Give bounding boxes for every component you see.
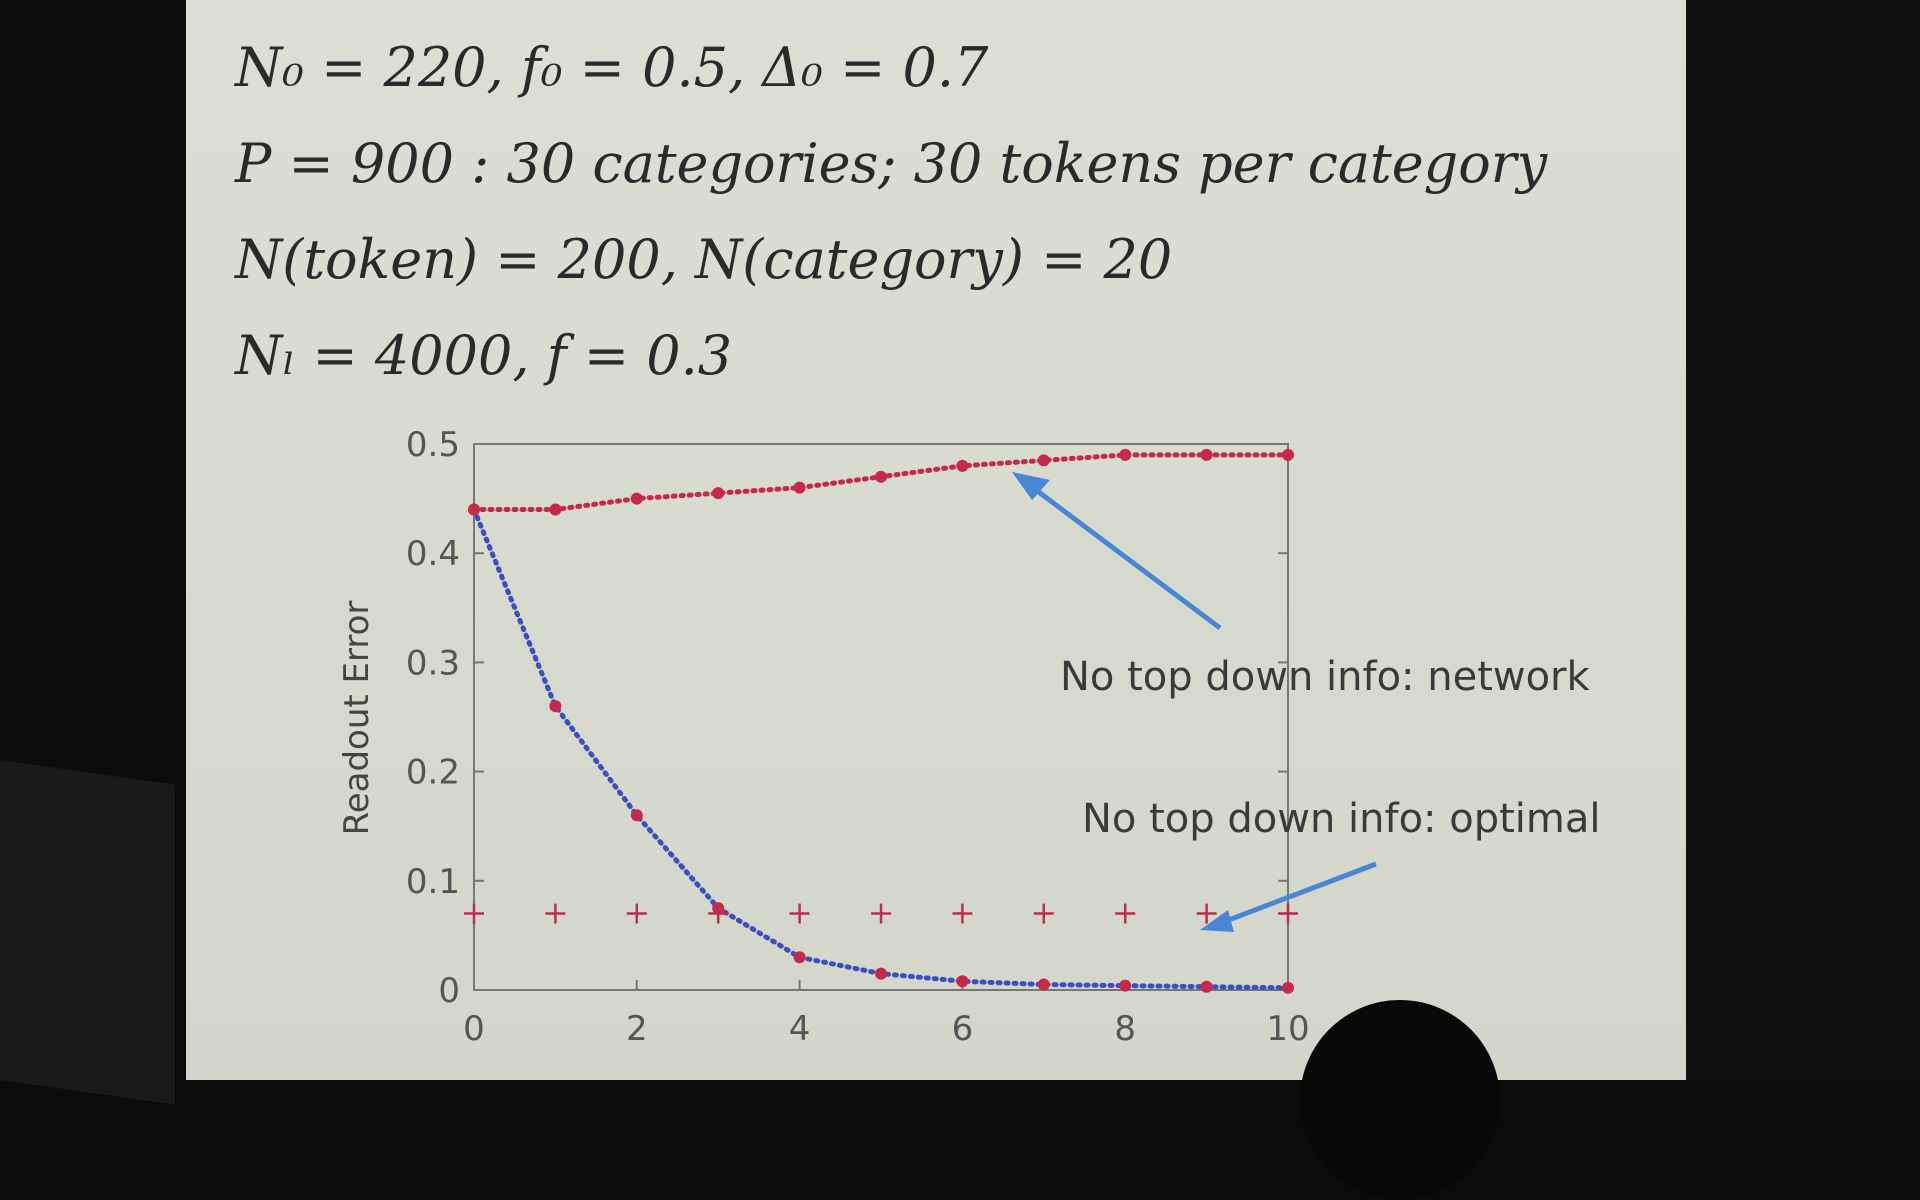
data-point: [1119, 449, 1131, 461]
data-point: [1119, 980, 1131, 992]
data-point: [794, 951, 806, 963]
lectern-silhouette: [0, 760, 175, 1105]
x-tick-label: 4: [788, 1009, 811, 1049]
x-tick-label: 8: [1114, 1009, 1137, 1049]
arrow-network-shaft: [1028, 484, 1220, 628]
annotation-network: [1012, 472, 1591, 700]
optimal-plus-marker: [708, 904, 728, 924]
optimal-plus-marker: [464, 904, 484, 924]
equation-line-4: Nₗ = 4000, f = 0.3: [235, 324, 733, 387]
data-point: [549, 700, 561, 712]
audience-head-silhouette: [1300, 1000, 1500, 1200]
data-point: [549, 504, 561, 516]
x-tick-label: 2: [625, 1009, 648, 1049]
data-point: [1038, 454, 1050, 466]
y-tick-label: 0.2: [405, 752, 460, 793]
data-point: [956, 460, 968, 472]
equation-block: [235, 20, 1585, 404]
y-tick-label: 0.4: [405, 534, 460, 575]
optimal-plus-marker: [790, 904, 810, 924]
data-point: [631, 809, 643, 821]
data-point: [1201, 981, 1213, 993]
annotation-optimal-label: No top down info: optimal: [1082, 796, 1601, 842]
optimal-plus-marker: [545, 904, 565, 924]
optimal-plus-marker: [1034, 904, 1054, 924]
series-0: [468, 449, 1294, 516]
data-point: [1201, 449, 1213, 461]
equation-line-1: N₀ = 220, f₀ = 0.5, Δ₀ = 0.7: [235, 36, 989, 99]
screen-edge-shadow: [1686, 0, 1920, 1080]
annotation-network-label: No top down info: network: [1060, 654, 1590, 700]
x-tick-label: 6: [951, 1009, 974, 1049]
data-point: [1282, 449, 1294, 461]
data-point: [956, 975, 968, 987]
optimal-plus-marker: [871, 904, 891, 924]
y-tick-label: 0: [438, 971, 460, 1011]
data-point: [631, 493, 643, 505]
optimal-plus-marker: [627, 904, 647, 924]
x-tick-label: 0: [463, 1009, 485, 1049]
optimal-plus-marker: [1278, 904, 1298, 924]
y-tick-label: 0.1: [405, 861, 460, 902]
x-tick-label: 10: [1266, 1009, 1310, 1049]
data-point: [712, 487, 724, 499]
y-tick-label: 0.5: [405, 425, 460, 465]
readout-error-chart: [320, 400, 1720, 1080]
annotation-optimal: [1082, 796, 1600, 932]
y-axis-label: Readout Error: [337, 600, 377, 836]
equation-line-3: N(token) = 200, N(category) = 20: [235, 228, 1173, 291]
data-point: [1038, 979, 1050, 991]
data-point: [468, 504, 480, 516]
optimal-plus-marker: [1115, 904, 1135, 924]
data-point: [875, 471, 887, 483]
data-point: [1282, 982, 1294, 994]
series-2: [464, 904, 1298, 924]
optimal-plus-marker: [952, 904, 972, 924]
equation-line-2: P = 900 : 30 categories; 30 tokens per category: [235, 132, 1548, 195]
y-tick-label: 0.3: [405, 643, 460, 684]
chart-svg: [320, 400, 1720, 1080]
arrow-optimal-shaft: [1218, 864, 1376, 924]
data-point: [875, 968, 887, 980]
data-point: [794, 482, 806, 494]
